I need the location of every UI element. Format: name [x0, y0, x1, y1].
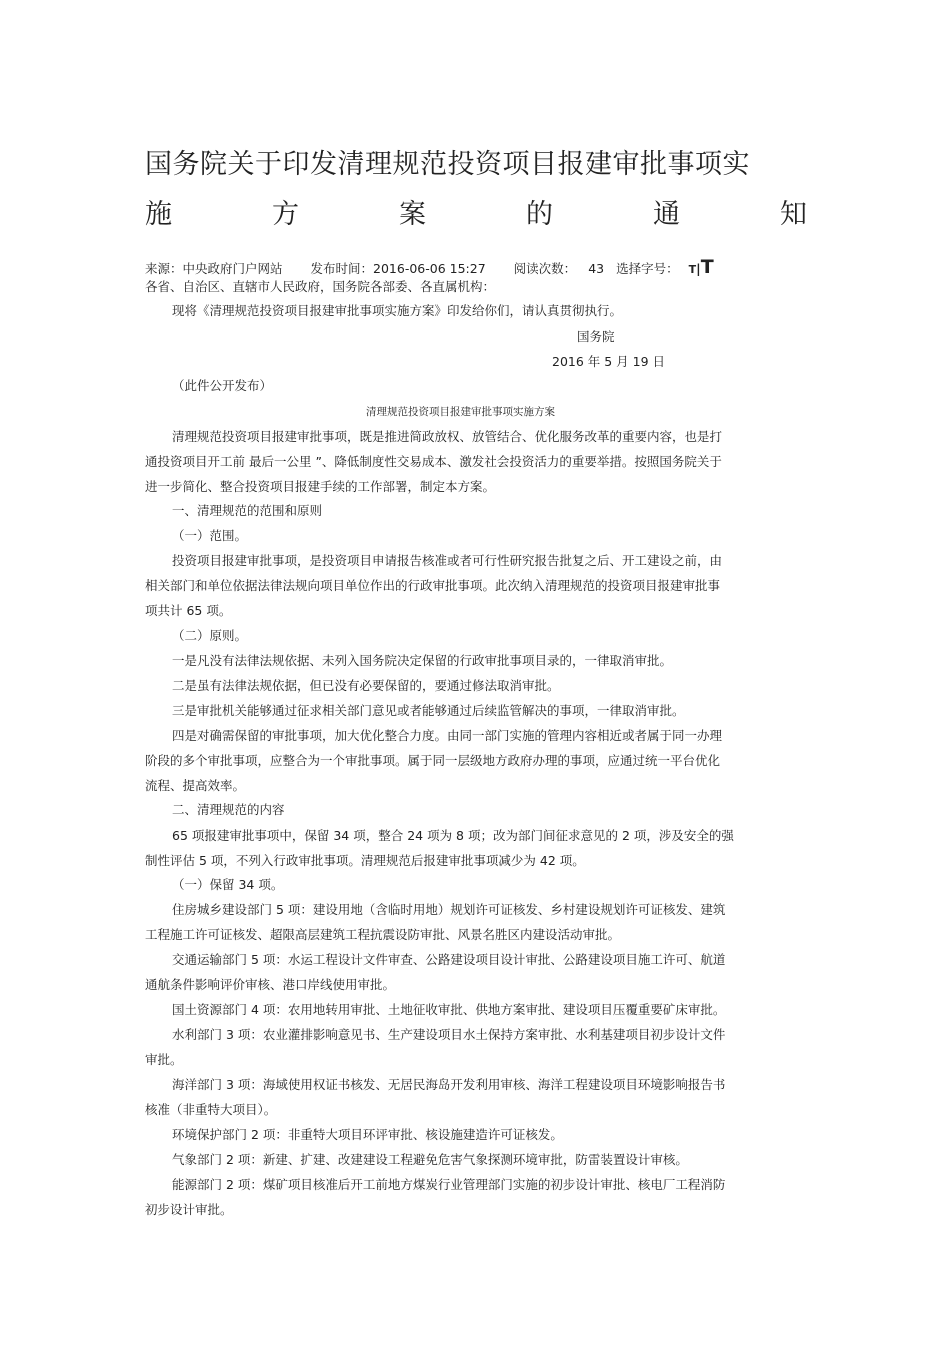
paragraph-line: 二是虽有法律法规依据，但已没有必要保留的，要通过修法取消审批。 — [172, 678, 560, 693]
title-char: 的 — [526, 199, 553, 230]
subsection-heading: （一）范围。 — [172, 528, 248, 543]
title-char: 知 — [780, 199, 807, 230]
paragraph-line: 65 项报建审批事项中，保留 34 项，整合 24 项为 8 项；改为部门间征求意见的 2 项，涉及安全的强 — [172, 828, 734, 843]
paragraph-line: 初步设计审批。 — [145, 1202, 233, 1217]
font-small-button[interactable]: T — [688, 263, 697, 276]
paragraph-line: 住房城乡建设部门 5 项：建设用地（含临时用地）规划许可证核发、乡村建设规划许可证核发、建筑 — [172, 902, 726, 917]
paragraph-line: 核准（非重特大项目）。 — [145, 1102, 277, 1117]
font-big-button[interactable]: T — [700, 256, 714, 278]
paragraph-line: 三是审批机关能够通过征求相关部门意见或者能够通过后续监管解决的事项，一律取消审批。 — [172, 703, 685, 718]
title-char: 案 — [399, 199, 426, 230]
paragraph-line: 相关部门和单位依据法律法规向项目单位作出的行政审批事项。此次纳入清理规范的投资项目报建审批事 — [145, 578, 721, 593]
paragraph-line: 通航条件影响评价审核、港口岸线使用审批。 — [145, 977, 396, 992]
font-size-separator: | — [696, 261, 701, 276]
paragraph-line: 国土资源部门 4 项：农用地转用审批、土地征收审批、供地方案审批、建设项目压覆重要矿床审批。 — [172, 1002, 726, 1017]
font-size-selector — [689, 256, 714, 278]
paragraph-line: 审批。 — [145, 1052, 183, 1067]
title-char: 通 — [653, 199, 680, 230]
title-char: 施 — [145, 199, 172, 230]
paragraph-line: 制性评估 5 项，不列入行政审批事项。清理规范后报建审批事项减少为 42 项。 — [145, 853, 585, 868]
paragraph-line: 现将《清理规范投资项目报建审批事项实施方案》印发给你们，请认真贯彻执行。 — [172, 303, 623, 318]
paragraph-line: 四是对确需保留的审批事项，加大优化整合力度。由同一部门实施的管理内容相近或者属于同一办理 — [172, 728, 723, 743]
publication-note: （此件公开发布） — [172, 378, 273, 393]
subsection-heading: （一）保留 34 项。 — [172, 877, 284, 892]
section-heading: 二、清理规范的内容 — [172, 802, 285, 817]
subsection-heading: （二）原则。 — [172, 628, 248, 643]
paragraph-line: 清理规范投资项目报建审批事项，既是推进简政放权、放管结合、优化服务改革的重要内容，也是打 — [172, 429, 723, 444]
paragraph-line: 能源部门 2 项：煤矿项目核准后开工前地方煤炭行业管理部门实施的初步设计审批、核电厂工程消防 — [172, 1177, 726, 1192]
paragraph-line: 一是凡没有法律法规依据、未列入国务院决定保留的行政审批事项目录的，一律取消审批。 — [172, 653, 673, 668]
font-size-label: 选择字号： — [616, 261, 679, 276]
plan-title: 清理规范投资项目报建审批事项实施方案 — [366, 406, 555, 418]
read-count-label: 阅读次数： — [513, 261, 577, 276]
paragraph-line: 海洋部门 3 项：海域使用权证书核发、无居民海岛开发利用审核、海洋工程建设项目环境影响报告书 — [172, 1077, 726, 1092]
title-char: 方 — [272, 199, 299, 230]
signature-date: 2016 年 5 月 19 日 — [552, 354, 666, 369]
paragraph-line: 流程、提高效率。 — [145, 778, 246, 793]
paragraph-line: 工程施工许可证核发、超限高层建筑工程抗震设防审批、风景名胜区内建设活动审批。 — [145, 927, 621, 942]
salutation: 各省、自治区、直辖市人民政府，国务院各部委、各直属机构： — [145, 279, 496, 294]
source-text: 来源：中央政府门户网站 — [145, 261, 283, 276]
paragraph-line: 环境保护部门 2 项：非重特大项目环评审批、核设施建造许可证核发。 — [172, 1127, 563, 1142]
document-title-line2 — [145, 192, 807, 231]
paragraph-line: 通投资项目开工前 最后一公里 ”、降低制度性交易成本、激发社会投资活力的重要举措。按照国务院关于 — [145, 454, 722, 469]
meta-bar — [145, 256, 714, 278]
paragraph-line: 阶段的多个审批事项，应整合为一个审批事项。属于同一层级地方政府办理的事项，应通过统一平台优化 — [145, 753, 721, 768]
document-title-line1: 国务院关于印发清理规范投资项目报建审批事项实 — [145, 149, 750, 180]
paragraph-line: 进一步简化、整合投资项目报建手续的工作部署，制定本方案。 — [145, 479, 496, 494]
publish-time-value: 2016-06-06 15:27 — [373, 261, 486, 276]
paragraph-line: 气象部门 2 项：新建、扩建、改建建设工程避免危害气象探测环境审批，防雷装置设计审核。 — [172, 1152, 688, 1167]
section-heading: 一、清理规范的范围和原则 — [172, 503, 323, 518]
publish-time-label: 发布时间： — [310, 261, 374, 276]
paragraph-line: 水利部门 3 项：农业灌排影响意见书、生产建设项目水土保持方案审批、水利基建项目初步设计文件 — [172, 1027, 726, 1042]
paragraph-line: 投资项目报建审批事项，是投资项目申请报告核准或者可行性研究报告批复之后、开工建设之前，由 — [172, 553, 723, 568]
paragraph-line: 项共计 65 项。 — [145, 603, 232, 618]
read-count-value: 43 — [588, 261, 605, 276]
paragraph-line: 交通运输部门 5 项：水运工程设计文件审查、公路建设项目设计审批、公路建设项目施工许可、航道 — [172, 952, 726, 967]
signature-issuer: 国务院 — [577, 329, 615, 344]
